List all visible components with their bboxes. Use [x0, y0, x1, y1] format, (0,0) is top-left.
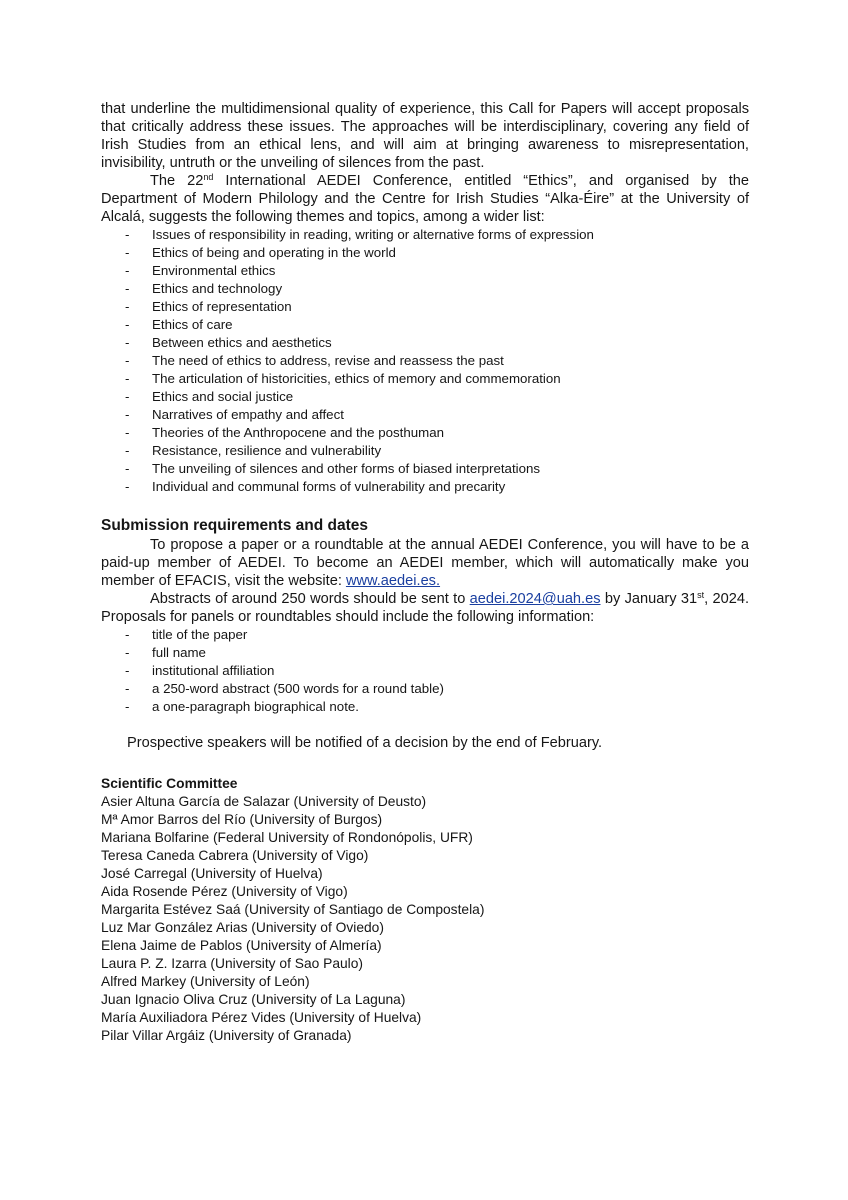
dash-bullet: -	[125, 227, 130, 242]
theme-item	[101, 424, 749, 442]
theme-item-text: Ethics of representation	[152, 299, 292, 314]
committee-member: Mariana Bolfarine (Federal University of Rondonópolis, UFR)	[101, 830, 473, 845]
committee-member: Elena Jaime de Pablos (University of Almería)	[101, 938, 382, 953]
submission-heading: Submission requirements and dates	[101, 517, 369, 534]
theme-item	[101, 352, 749, 370]
theme-item-text: Theories of the Anthropocene and the posthuman	[152, 425, 444, 440]
date-ordinal-suffix: st	[697, 590, 705, 600]
submission-info-list	[101, 626, 749, 716]
committee-member: Teresa Caneda Cabrera (University of Vigo)	[101, 848, 369, 863]
conference-paragraph-rest: International AEDEI Conference, entitled “Ethics”, and organised by the Department of Modern Philology and the Centre for Irish Studies “Alka-Éire” at the University of Alcalá, suggests the following themes and topics, among a wider list:	[101, 173, 749, 225]
committee-member: María Auxiliadora Pérez Vides (University of Huelva)	[101, 1010, 422, 1025]
committee-member: Juan Ignacio Oliva Cruz (University of La Laguna)	[101, 992, 406, 1007]
conference-paragraph	[101, 172, 749, 226]
dash-bullet: -	[125, 425, 130, 440]
submission-item	[101, 662, 749, 680]
theme-item-text: The need of ethics to address, revise and reassess the past	[152, 353, 504, 368]
theme-item-text: The articulation of historicities, ethics of memory and commemoration	[152, 371, 561, 386]
dash-bullet: -	[125, 371, 130, 386]
dash-bullet: -	[125, 245, 130, 260]
submission-item-text: a one-paragraph biographical note.	[152, 699, 359, 714]
dash-bullet: -	[125, 263, 130, 278]
committee-member: José Carregal (University of Huelva)	[101, 866, 323, 881]
theme-item	[101, 316, 749, 334]
dash-bullet: -	[125, 663, 130, 678]
theme-item	[101, 262, 749, 280]
theme-item	[101, 298, 749, 316]
dash-bullet: -	[125, 627, 130, 642]
committee-member-list	[101, 793, 749, 1045]
submission-item-text: full name	[152, 645, 206, 660]
theme-item-text: Ethics and social justice	[152, 389, 294, 404]
theme-item	[101, 334, 749, 352]
committee-member: Aida Rosende Pérez (University of Vigo)	[101, 884, 348, 899]
dash-bullet: -	[125, 699, 130, 714]
theme-item-text: Resistance, resilience and vulnerability	[152, 443, 382, 458]
theme-item-text: Issues of responsibility in reading, writing or alternative forms of expression	[152, 227, 594, 242]
submission-item	[101, 698, 749, 716]
conference-paragraph-start: The 22	[150, 173, 204, 189]
abstracts-text-start: Abstracts of around 250 words should be sent to	[150, 591, 470, 607]
theme-item	[101, 460, 749, 478]
theme-item	[101, 406, 749, 424]
abstracts-text-mid: by January 31	[600, 591, 698, 607]
dash-bullet: -	[125, 479, 130, 494]
theme-item-text: Ethics and technology	[152, 281, 283, 296]
theme-item-text: Environmental ethics	[152, 263, 276, 278]
submission-item-text: institutional affiliation	[152, 663, 275, 678]
theme-item-text: Ethics of being and operating in the world	[152, 245, 396, 260]
dash-bullet: -	[125, 281, 130, 296]
theme-item-text: Between ethics and aesthetics	[152, 335, 332, 350]
theme-item	[101, 244, 749, 262]
notification-paragraph: Prospective speakers will be notified of a decision by the end of February.	[127, 735, 603, 751]
theme-item-text: The unveiling of silences and other forms of biased interpretations	[152, 461, 541, 476]
abstracts-text-rest: , 2024. Proposals for panels or roundtables should include the following information:	[101, 591, 749, 625]
dash-bullet: -	[125, 299, 130, 314]
theme-item	[101, 280, 749, 298]
dash-bullet: -	[125, 317, 130, 332]
committee-heading: Scientific Committee	[101, 776, 238, 791]
theme-item	[101, 388, 749, 406]
theme-item	[101, 370, 749, 388]
submission-item	[101, 680, 749, 698]
committee-member: Mª Amor Barros del Río (University of Burgos)	[101, 812, 383, 827]
ordinal-suffix: nd	[203, 172, 214, 182]
committee-member: Luz Mar González Arias (University of Oviedo)	[101, 920, 384, 935]
dash-bullet: -	[125, 353, 130, 368]
website-link[interactable]: www.aedei.es.	[345, 573, 441, 589]
theme-item	[101, 226, 749, 244]
dash-bullet: -	[125, 335, 130, 350]
dash-bullet: -	[125, 443, 130, 458]
theme-item	[101, 442, 749, 460]
committee-member: Laura P. Z. Izarra (University of Sao Paulo)	[101, 956, 363, 971]
committee-member: Pilar Villar Argáiz (University of Granada)	[101, 1028, 352, 1043]
theme-item	[101, 478, 749, 496]
submission-item-text: title of the paper	[152, 627, 248, 642]
theme-item-text: Ethics of care	[152, 317, 233, 332]
submission-item	[101, 626, 749, 644]
dash-bullet: -	[125, 407, 130, 422]
dash-bullet: -	[125, 461, 130, 476]
document-page	[101, 100, 749, 1045]
themes-list	[101, 226, 749, 496]
dash-bullet: -	[125, 645, 130, 660]
committee-member: Asier Altuna García de Salazar (University of Deusto)	[101, 794, 427, 809]
submission-item	[101, 644, 749, 662]
theme-item-text: Narratives of empathy and affect	[152, 407, 344, 422]
scientific-committee	[101, 775, 749, 1045]
theme-item-text: Individual and communal forms of vulnerability and precarity	[152, 479, 506, 494]
committee-member: Alfred Markey (University of León)	[101, 974, 310, 989]
submission-item-text: a 250-word abstract (500 words for a round table)	[152, 681, 444, 696]
abstracts-paragraph	[101, 590, 749, 626]
dash-bullet: -	[125, 389, 130, 404]
email-link[interactable]: aedei.2024@uah.es	[469, 591, 601, 607]
intro-paragraph: that underline the multidimensional quality of experience, this Call for Papers will accept proposals that critically address these issues. The approaches will be interdisciplinary, covering any field of Irish Studies from an ethical lens, and will aim at bringing awareness to misrepresentation, invisibility, untruth or the unveiling of silences from the past.	[101, 101, 749, 171]
membership-paragraph	[101, 536, 749, 590]
dash-bullet: -	[125, 681, 130, 696]
membership-text: To propose a paper or a roundtable at the annual AEDEI Conference, you will have to be a paid-up member of AEDEI. To become an AEDEI member, which will automatically make you member of EFACIS, visit the website:	[101, 537, 749, 589]
committee-member: Margarita Estévez Saá (University of Santiago de Compostela)	[101, 902, 485, 917]
